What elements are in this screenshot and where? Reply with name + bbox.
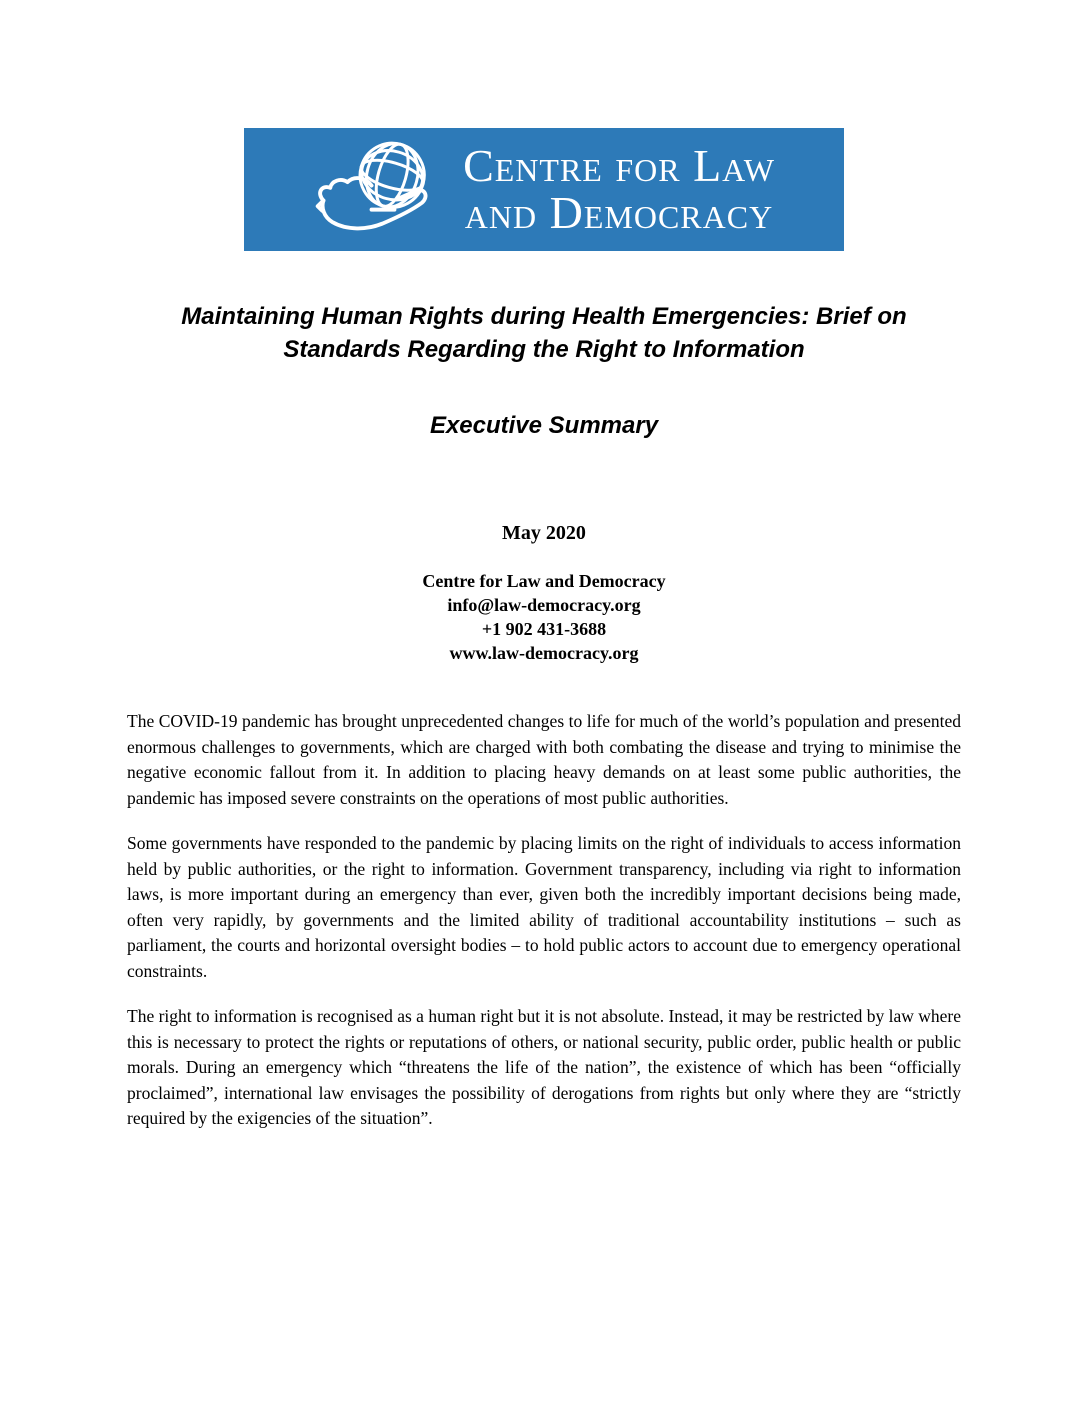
globe-in-hand-icon [313,134,453,249]
body-paragraph-3: The right to information is recognised as a human right but it is not absolute. Instead, it may be restricted by law where this is necessary to protect the rights or reputations of others, or national security, public order, public health or public morals. During an emergency which “threatens the life of the nation”, the existence of which has been “officially proclaimed”, international law envisages the possibility of derogations from rights but only where they are “strictly required by the exigencies of the situation”. [127,1006,961,1128]
document-title [0,300,1088,366]
body-paragraph-1: The COVID-19 pandemic has brought unprecedented changes to life for much of the world’s population and presented enormous challenges to governments, which are charged with both combating the disease and trying to minimise the negative economic fallout from it. In addition to placing heavy demands on at least some public authorities, the pandemic has imposed severe constraints on the operations of most public authorities. [127,711,961,808]
org-phone: +1 902 431-3688 [481,619,607,639]
executive-summary-heading: Executive Summary [429,412,659,439]
org-logo-text [463,139,775,238]
document-title-line1: Maintaining Human Rights during Health Emergencies: Brief on [181,303,907,330]
org-name: Centre for Law and Democracy [422,571,666,591]
org-email: info@law-democracy.org [447,595,641,615]
publication-date: May 2020 [502,522,586,544]
logo-line1: Centre for Law [463,139,775,191]
document-title-line2: Standards Regarding the Right to Information [283,336,805,363]
body-paragraph-2: Some governments have responded to the pandemic by placing limits on the right of individuals to access information held by public authorities, or the right to information. Government transparency, including via right to information laws, is more important during an emergency than ever, given both the incredibly important decisions being made, often very rapidly, by governments and the limited ability of traditional accountability institutions – such as parliament, the courts and horizontal oversight bodies – to hold public actors to account due to emergency operational constraints. [127,833,961,981]
contact-block [0,569,1088,665]
org-logo-banner [244,128,844,251]
logo-line2: and Democracy [464,186,774,238]
org-website: www.law-democracy.org [449,643,639,663]
body-text [127,709,961,1132]
